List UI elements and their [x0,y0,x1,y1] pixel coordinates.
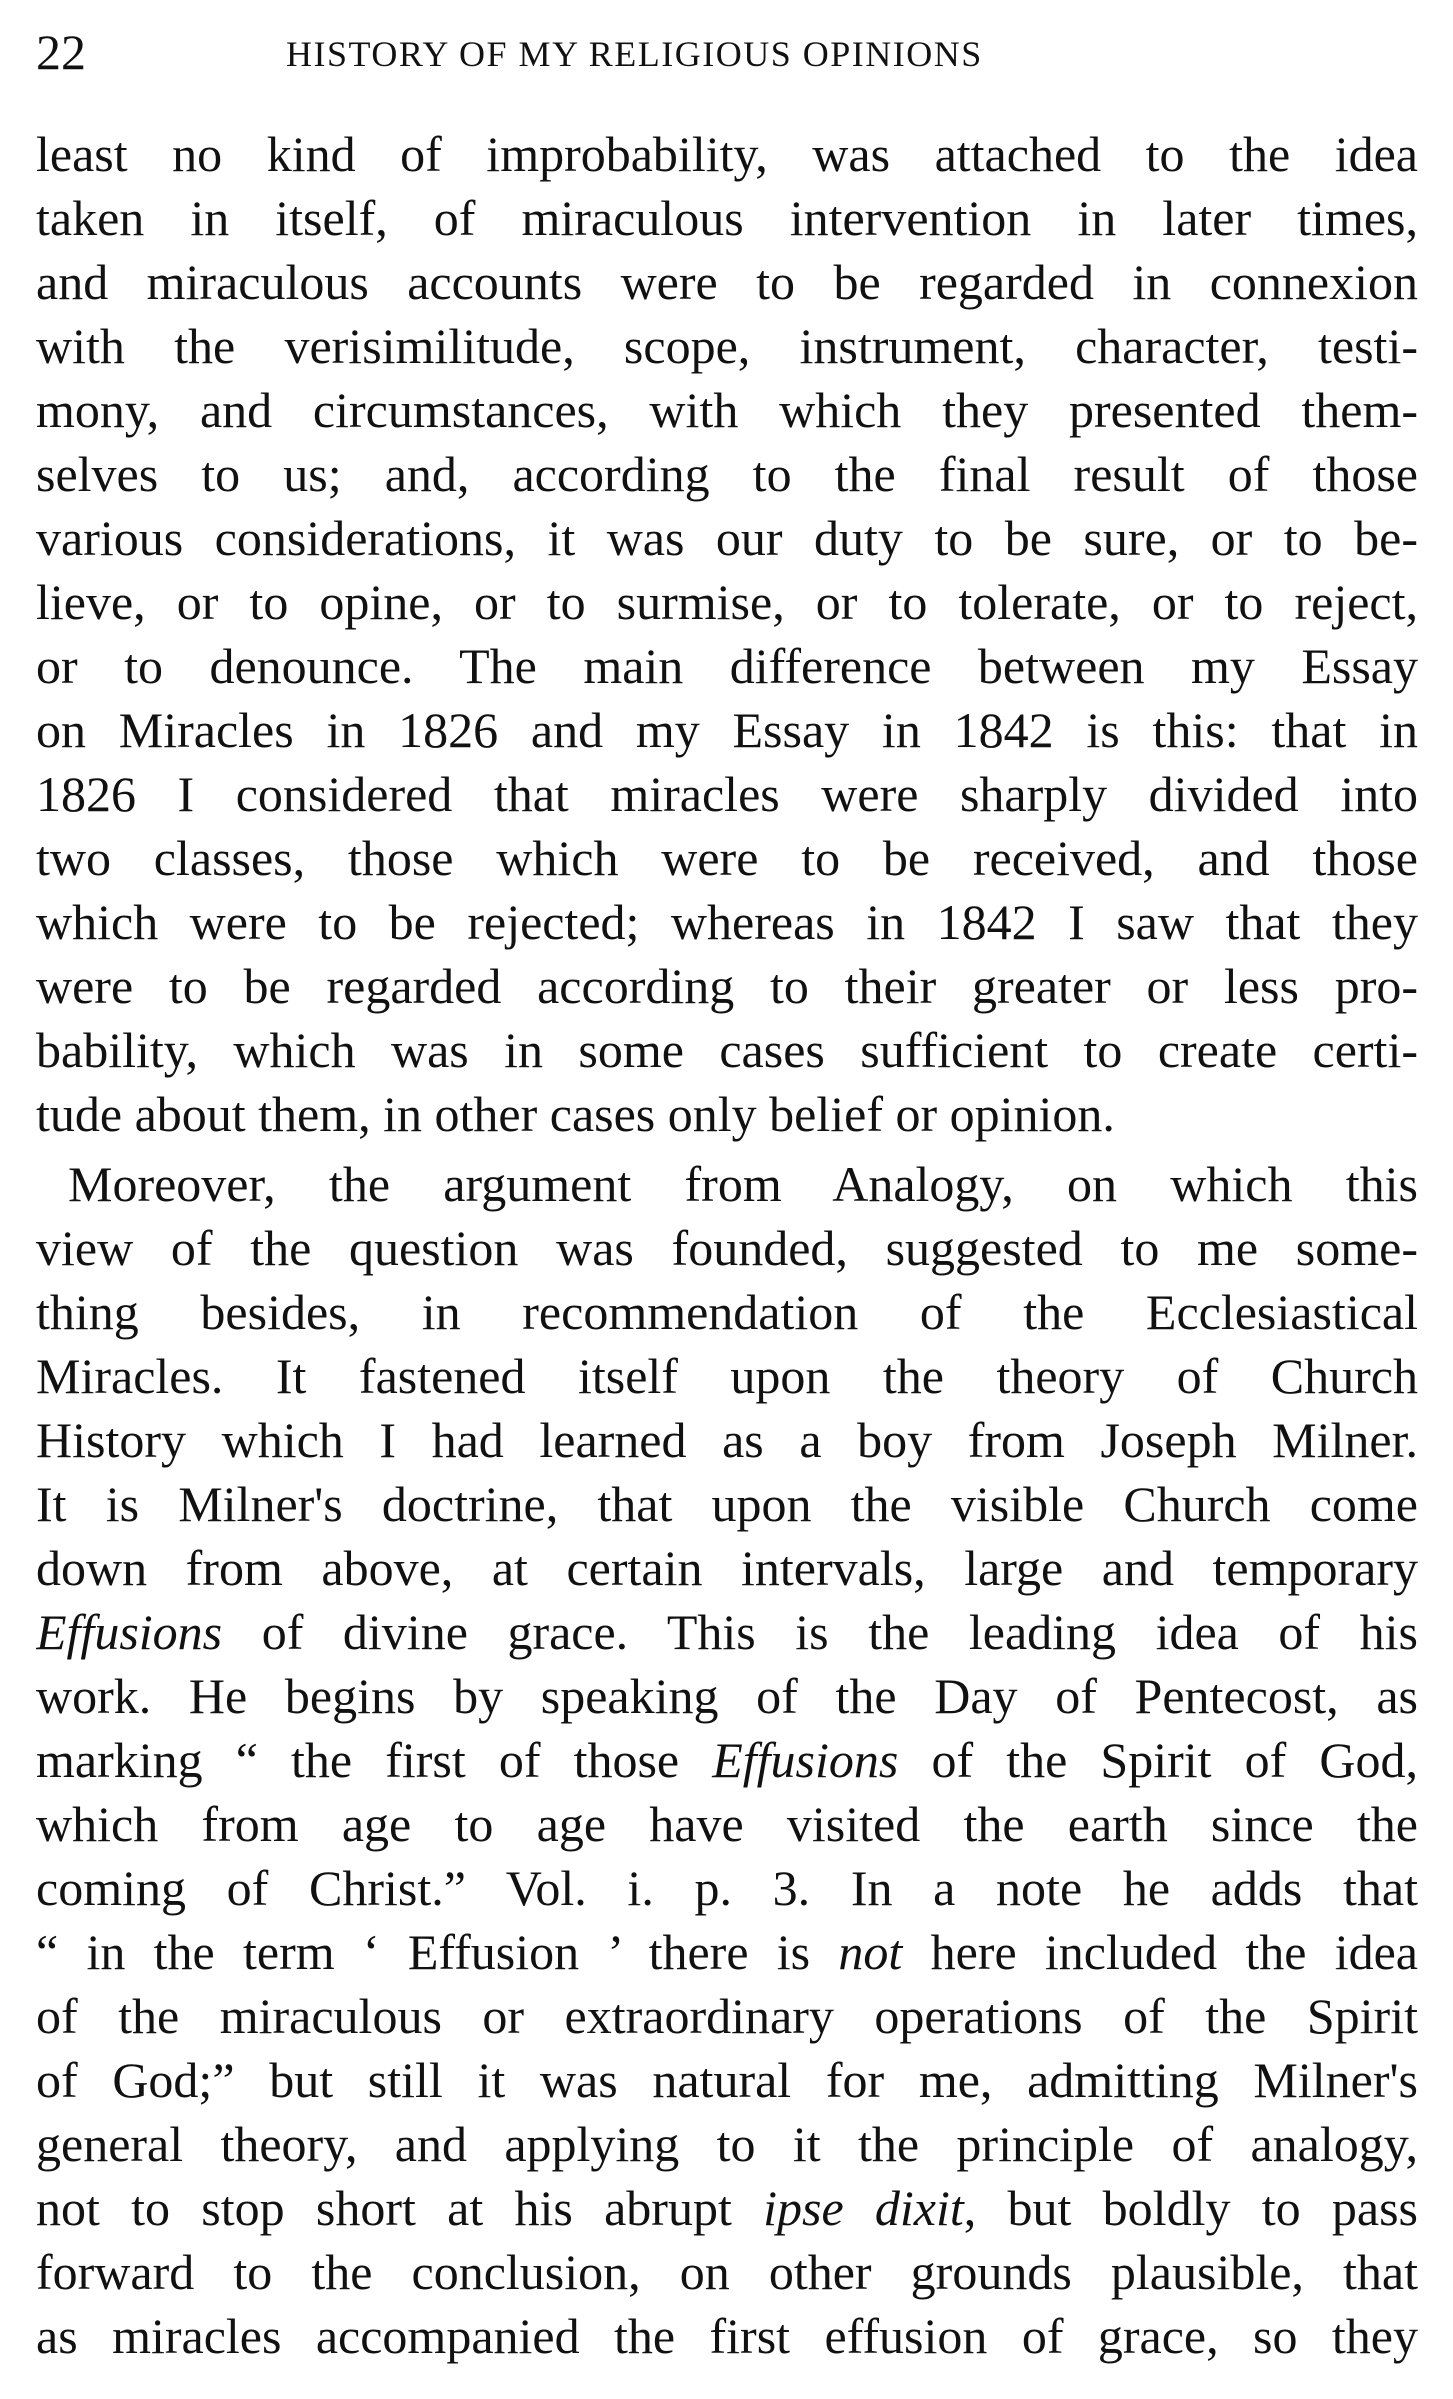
text-line: general theory, and applying to it the principle of analogy, [36,2116,1418,2172]
line-segment: “ in the term ‘ Effusion ’ there is [36,1924,839,1980]
line-segment: of divine grace. This is the leading idea of his [222,1604,1418,1660]
text-line: History which I had learned as a boy from Joseph Milner. [36,1412,1418,1468]
text-line: as miracles accompanied the first effusion of grace, so they [36,2308,1418,2364]
text-line: or to denounce. The main difference between my Essay [36,638,1418,694]
text-line: least no kind of improbability, was attached to the idea [36,126,1418,182]
text-line: two classes, those which were to be received, and those [36,830,1418,886]
line-segment: marking “ the first of those [36,1732,713,1788]
text-line: coming of Christ.” Vol. i. p. 3. In a note he adds that [36,1860,1418,1916]
line-segment: of the Spirit of God, [898,1732,1418,1788]
text-line: which from age to age have visited the earth since the [36,1796,1418,1852]
text-line: lieve, or to opine, or to surmise, or to tolerate, or to reject, [36,574,1418,630]
text-line: mony, and circumstances, with which they presented them- [36,382,1418,438]
running-head: HISTORY OF MY RELIGIOUS OPINIONS [286,34,983,74]
text-line [36,1728,1418,1792]
italic-word: not [838,1924,903,1980]
text-line: various considerations, it was our duty to be sure, or to be- [36,510,1418,566]
text-line: taken in itself, of miraculous intervention in later times, [36,190,1418,246]
text-line [36,2176,1418,2240]
line-segment: , but boldly to pass [963,2180,1418,2236]
text-line: of God;” but still it was natural for me, admitting Milner's [36,2052,1418,2108]
text-line: forward to the conclusion, on other grounds plausible, that [36,2244,1418,2300]
italic-word: Effusions [36,1604,223,1660]
body-text [36,122,1418,2368]
text-line: Moreover, the argument from Analogy, on which this [68,1156,1418,1212]
text-line: of the miraculous or extraordinary operations of the Spirit [36,1988,1418,2044]
text-line: work. He begins by speaking of the Day of Pentecost, as [36,1668,1418,1724]
text-line: and miraculous accounts were to be regarded in connexion [36,254,1418,310]
text-line: bability, which was in some cases sufficient to create certi- [36,1022,1418,1078]
text-line: view of the question was founded, suggested to me some- [36,1220,1418,1276]
text-line: selves to us; and, according to the final result of those [36,446,1418,502]
text-line: were to be regarded according to their greater or less pro- [36,958,1418,1014]
text-line: It is Milner's doctrine, that upon the visible Church come [36,1476,1418,1532]
text-line [36,1920,1418,1984]
text-line: tude about them, in other cases only belief or opinion. [36,1086,1115,1142]
text-line: 1826 I considered that miracles were sharply divided into [36,766,1418,822]
text-line: Miracles. It fastened itself upon the theory of Church [36,1348,1418,1404]
page-number: 22 [36,24,86,80]
text-line: which were to be rejected; whereas in 1842 I saw that they [36,894,1418,950]
text-line: down from above, at certain intervals, large and temporary [36,1540,1418,1596]
text-line: with the verisimilitude, scope, instrument, character, testi- [36,318,1418,374]
text-line: thing besides, in recommendation of the Ecclesiastical [36,1284,1418,1340]
italic-word: ipse dixit [763,2180,964,2236]
line-segment: not to stop short at his abrupt [36,2180,764,2236]
line-segment: here included the idea [902,1924,1418,1980]
text-line: on Miracles in 1826 and my Essay in 1842 is this: that in [36,702,1418,758]
page-header [36,22,1418,82]
text-line [36,1600,1418,1664]
italic-word: Effusions [712,1732,899,1788]
